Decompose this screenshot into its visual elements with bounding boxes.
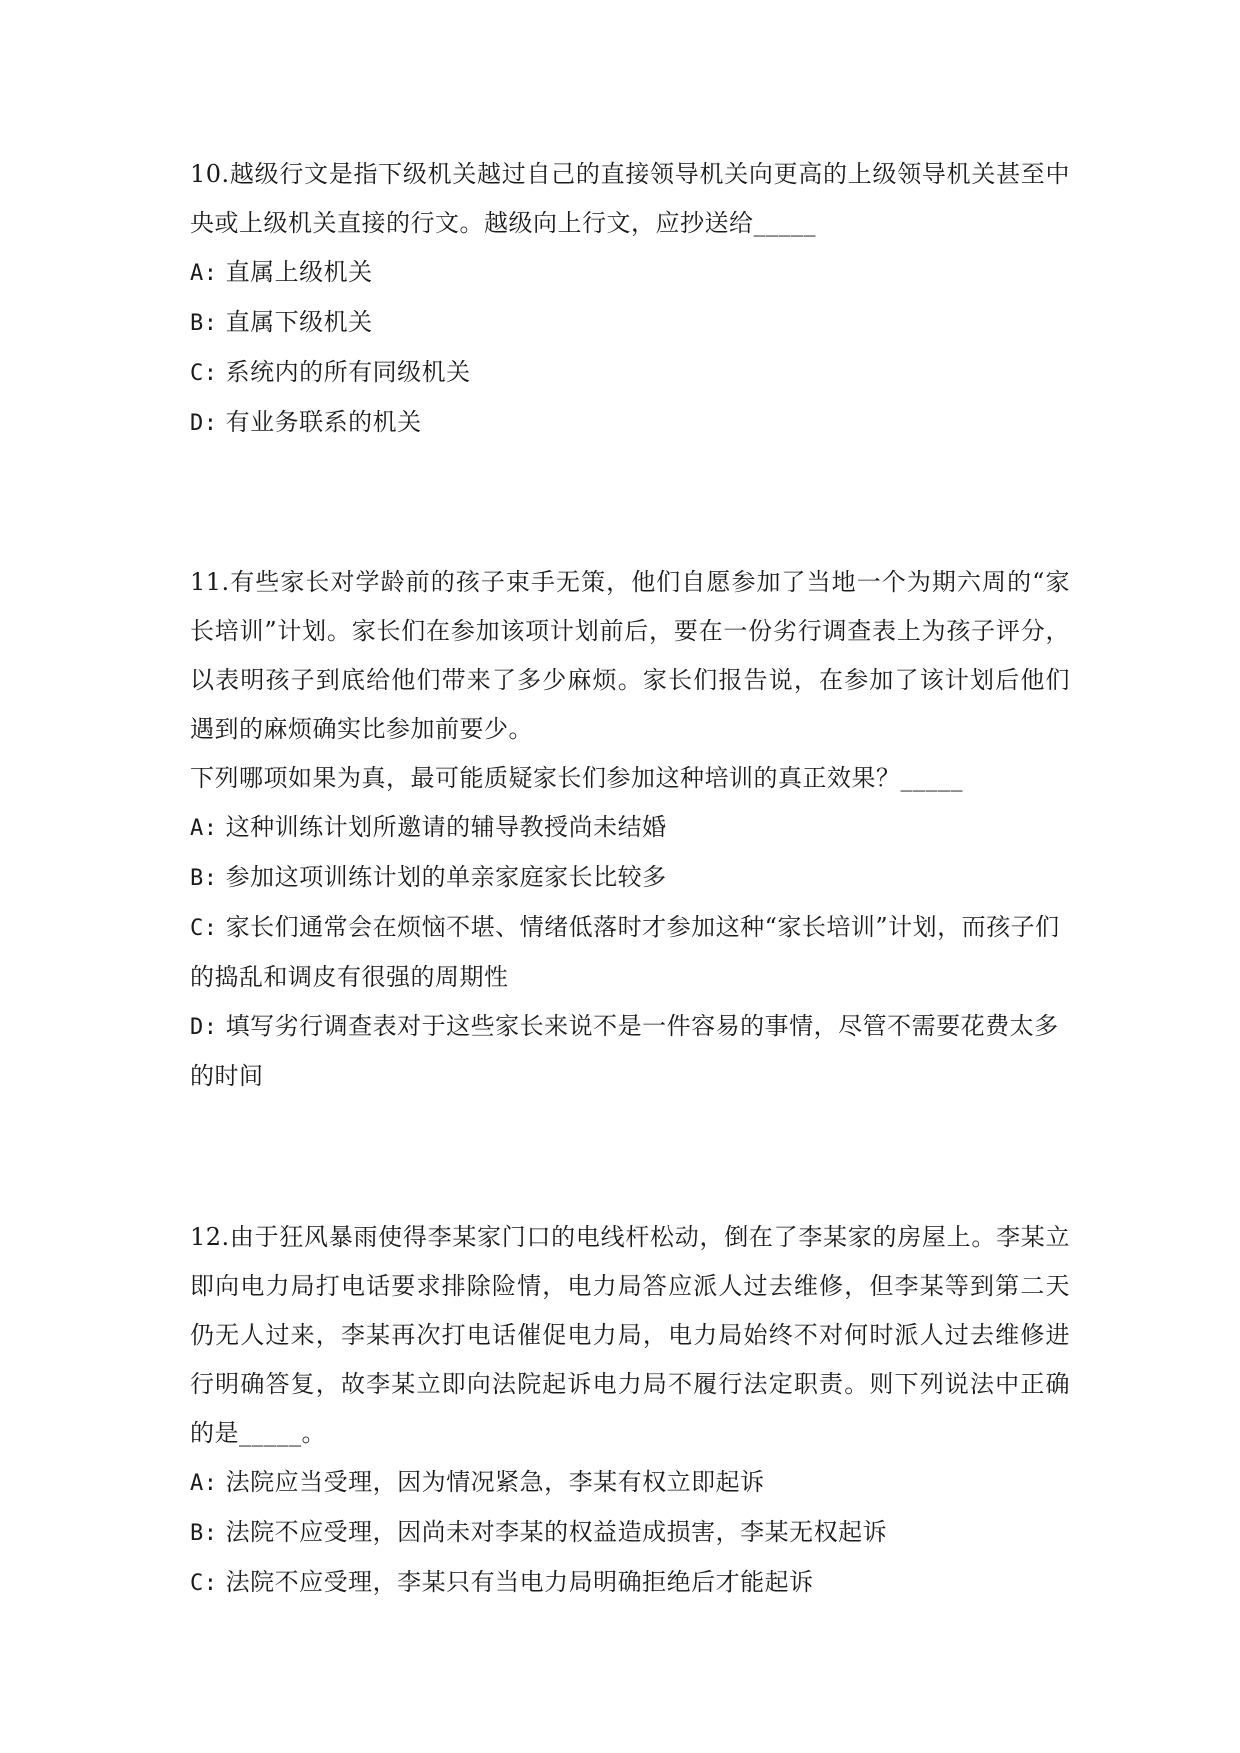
question-stem: 11.有些家长对学龄前的孩子束手无策，他们自愿参加了当地一个为期六周的“家长培训”计划。家长们在参加该项计划前后，要在一份劣行调查表上为孩子评分，以表明孩子到底给他们带来了多少麻烦。家长们报告说，在参加了该计划后他们遇到的麻烦确实比参加前要少。 — [190, 568, 1070, 743]
option-text: 法院不应受理，因尚未对李某的权益造成损害，李某无权起诉 — [225, 1518, 888, 1546]
option-b — [190, 298, 1070, 348]
option-text: 直属下级机关 — [225, 308, 373, 336]
option-a — [190, 1458, 1070, 1508]
question-12 — [190, 1213, 1070, 1608]
option-text: 法院应当受理，因为情况紧急，李某有权立即起诉 — [225, 1468, 765, 1496]
option-d — [190, 398, 1070, 448]
option-c — [190, 348, 1070, 398]
option-d — [190, 1002, 1070, 1101]
exam-page — [190, 150, 1070, 1608]
option-c — [190, 903, 1070, 1002]
option-text: 直属上级机关 — [225, 258, 373, 286]
option-letter: D: — [190, 1015, 218, 1040]
option-b — [190, 1508, 1070, 1558]
option-text: 法院不应受理，李某只有当电力局明确拒绝后才能起诉 — [225, 1568, 814, 1596]
question-11 — [190, 558, 1070, 1101]
option-text: 有业务联系的机关 — [225, 408, 422, 436]
question-prompt: 下列哪项如果为真，最可能质疑家长们参加这种培训的真正效果？_____ — [190, 764, 963, 792]
option-letter: B: — [190, 1521, 218, 1546]
question-stem: 12.由于狂风暴雨使得李某家门口的电线杆松动，倒在了李某家的房屋上。李某立即向电力局打电话要求排除险情，电力局答应派人过去维修，但李某等到第二天仍无人过来，李某再次打电话催促电力局，电力局始终不对何时派人过去维修进行明确答复，故李某立即向法院起诉电力局不履行法定职责。则下列说法中正确的是_____。 — [190, 1223, 1070, 1447]
option-letter: A: — [190, 261, 218, 286]
option-text: 参加这项训练计划的单亲家庭家长比较多 — [225, 863, 667, 891]
option-letter: C: — [190, 1571, 218, 1596]
question-10 — [190, 150, 1070, 448]
option-letter: B: — [190, 311, 218, 336]
option-text: 系统内的所有同级机关 — [225, 358, 471, 386]
option-letter: C: — [190, 361, 218, 386]
option-letter: D: — [190, 411, 218, 436]
option-c — [190, 1558, 1070, 1608]
question-stem: 10.越级行文是指下级机关越过自己的直接领导机关向更高的上级领导机关甚至中央或上级机关直接的行文。越级向上行文，应抄送给_____ — [190, 160, 1070, 237]
option-a — [190, 248, 1070, 298]
option-text: 填写劣行调查表对于这些家长来说不是一件容易的事情，尽管不需要花费太多的时间 — [190, 1012, 1059, 1090]
option-letter: C: — [190, 916, 218, 941]
option-a — [190, 803, 1070, 853]
option-letter: B: — [190, 866, 218, 891]
option-b — [190, 853, 1070, 903]
option-letter: A: — [190, 1471, 218, 1496]
option-letter: A: — [190, 816, 218, 841]
option-text: 这种训练计划所邀请的辅导教授尚未结婚 — [225, 813, 667, 841]
option-text: 家长们通常会在烦恼不堪、情绪低落时才参加这种“家长培训”计划，而孩子们的捣乱和调皮有很强的周期性 — [190, 913, 1060, 991]
